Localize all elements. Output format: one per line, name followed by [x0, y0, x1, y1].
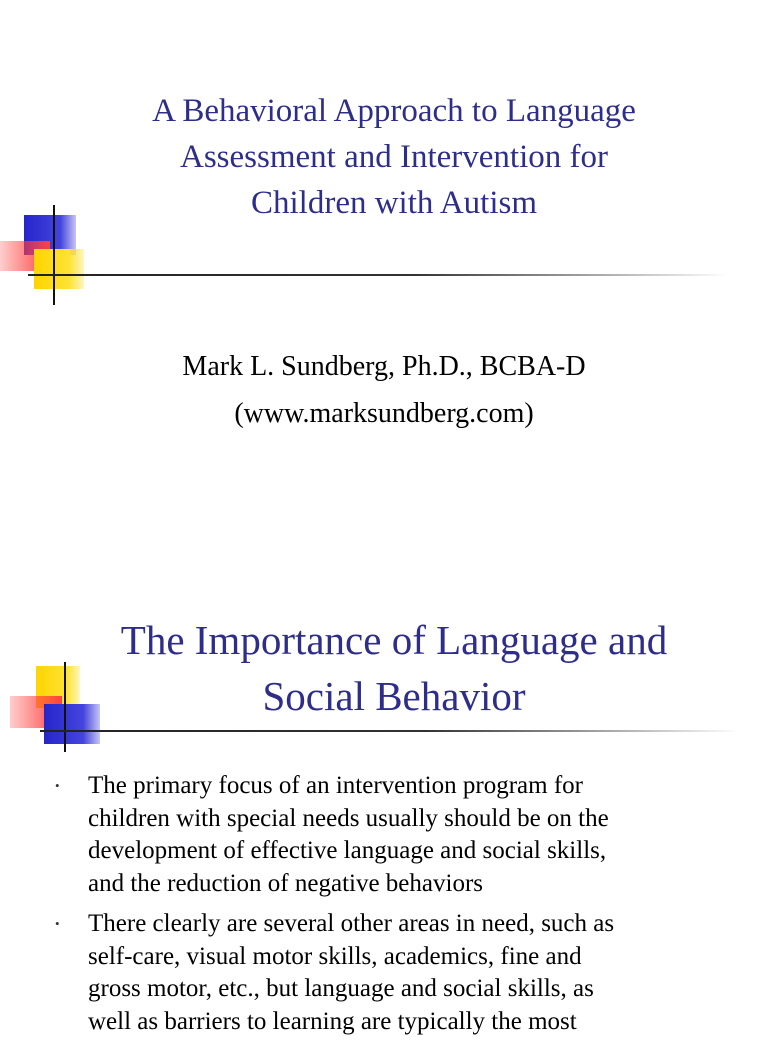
- title-divider: [40, 730, 740, 732]
- bullet-item: [55, 908, 738, 1038]
- title-line: The Importance of Language and: [120, 617, 668, 663]
- title-line: Assessment and Intervention for: [180, 139, 608, 175]
- bullet-item: [55, 770, 738, 900]
- bullet-text-line: gross motor, etc., but language and social skills, as: [88, 975, 594, 1002]
- decor-vertical-line: [53, 205, 55, 305]
- bullet-text-line: well as barriers to learning are typically the most: [88, 1007, 577, 1035]
- bullet-text-line: There clearly are several other areas in need, such as: [88, 910, 615, 937]
- author-website: (www.marksundberg.com): [234, 398, 534, 429]
- author-name: Mark L. Sundberg, Ph.D., BCBA-D: [182, 351, 586, 382]
- bullet-text-line: self-care, visual motor skills, academics, fine and: [88, 942, 582, 970]
- bullet-dot-icon: •: [55, 916, 60, 931]
- bullet-list: [55, 770, 738, 1046]
- title-line: Children with Autism: [250, 185, 537, 221]
- title-line: Social Behavior: [262, 673, 526, 719]
- bullet-text-line: and the reduction of negative behaviors: [88, 869, 483, 897]
- bullet-text-line: The primary focus of an intervention program for: [88, 772, 583, 799]
- bullet-text-line: development of effective language and social skills,: [88, 837, 607, 864]
- slide-1-title: [60, 88, 728, 226]
- bullet-text-line: children with special needs usually should be on the: [88, 804, 609, 832]
- slide-1-subtitle: [40, 343, 728, 437]
- decor-yellow-square: [34, 249, 84, 289]
- bullet-dot-icon: •: [55, 778, 60, 793]
- title-divider: [28, 274, 728, 276]
- slide-2-title: [60, 612, 728, 724]
- title-line: A Behavioral Approach to Language: [152, 93, 636, 129]
- slide-2: [0, 580, 768, 1035]
